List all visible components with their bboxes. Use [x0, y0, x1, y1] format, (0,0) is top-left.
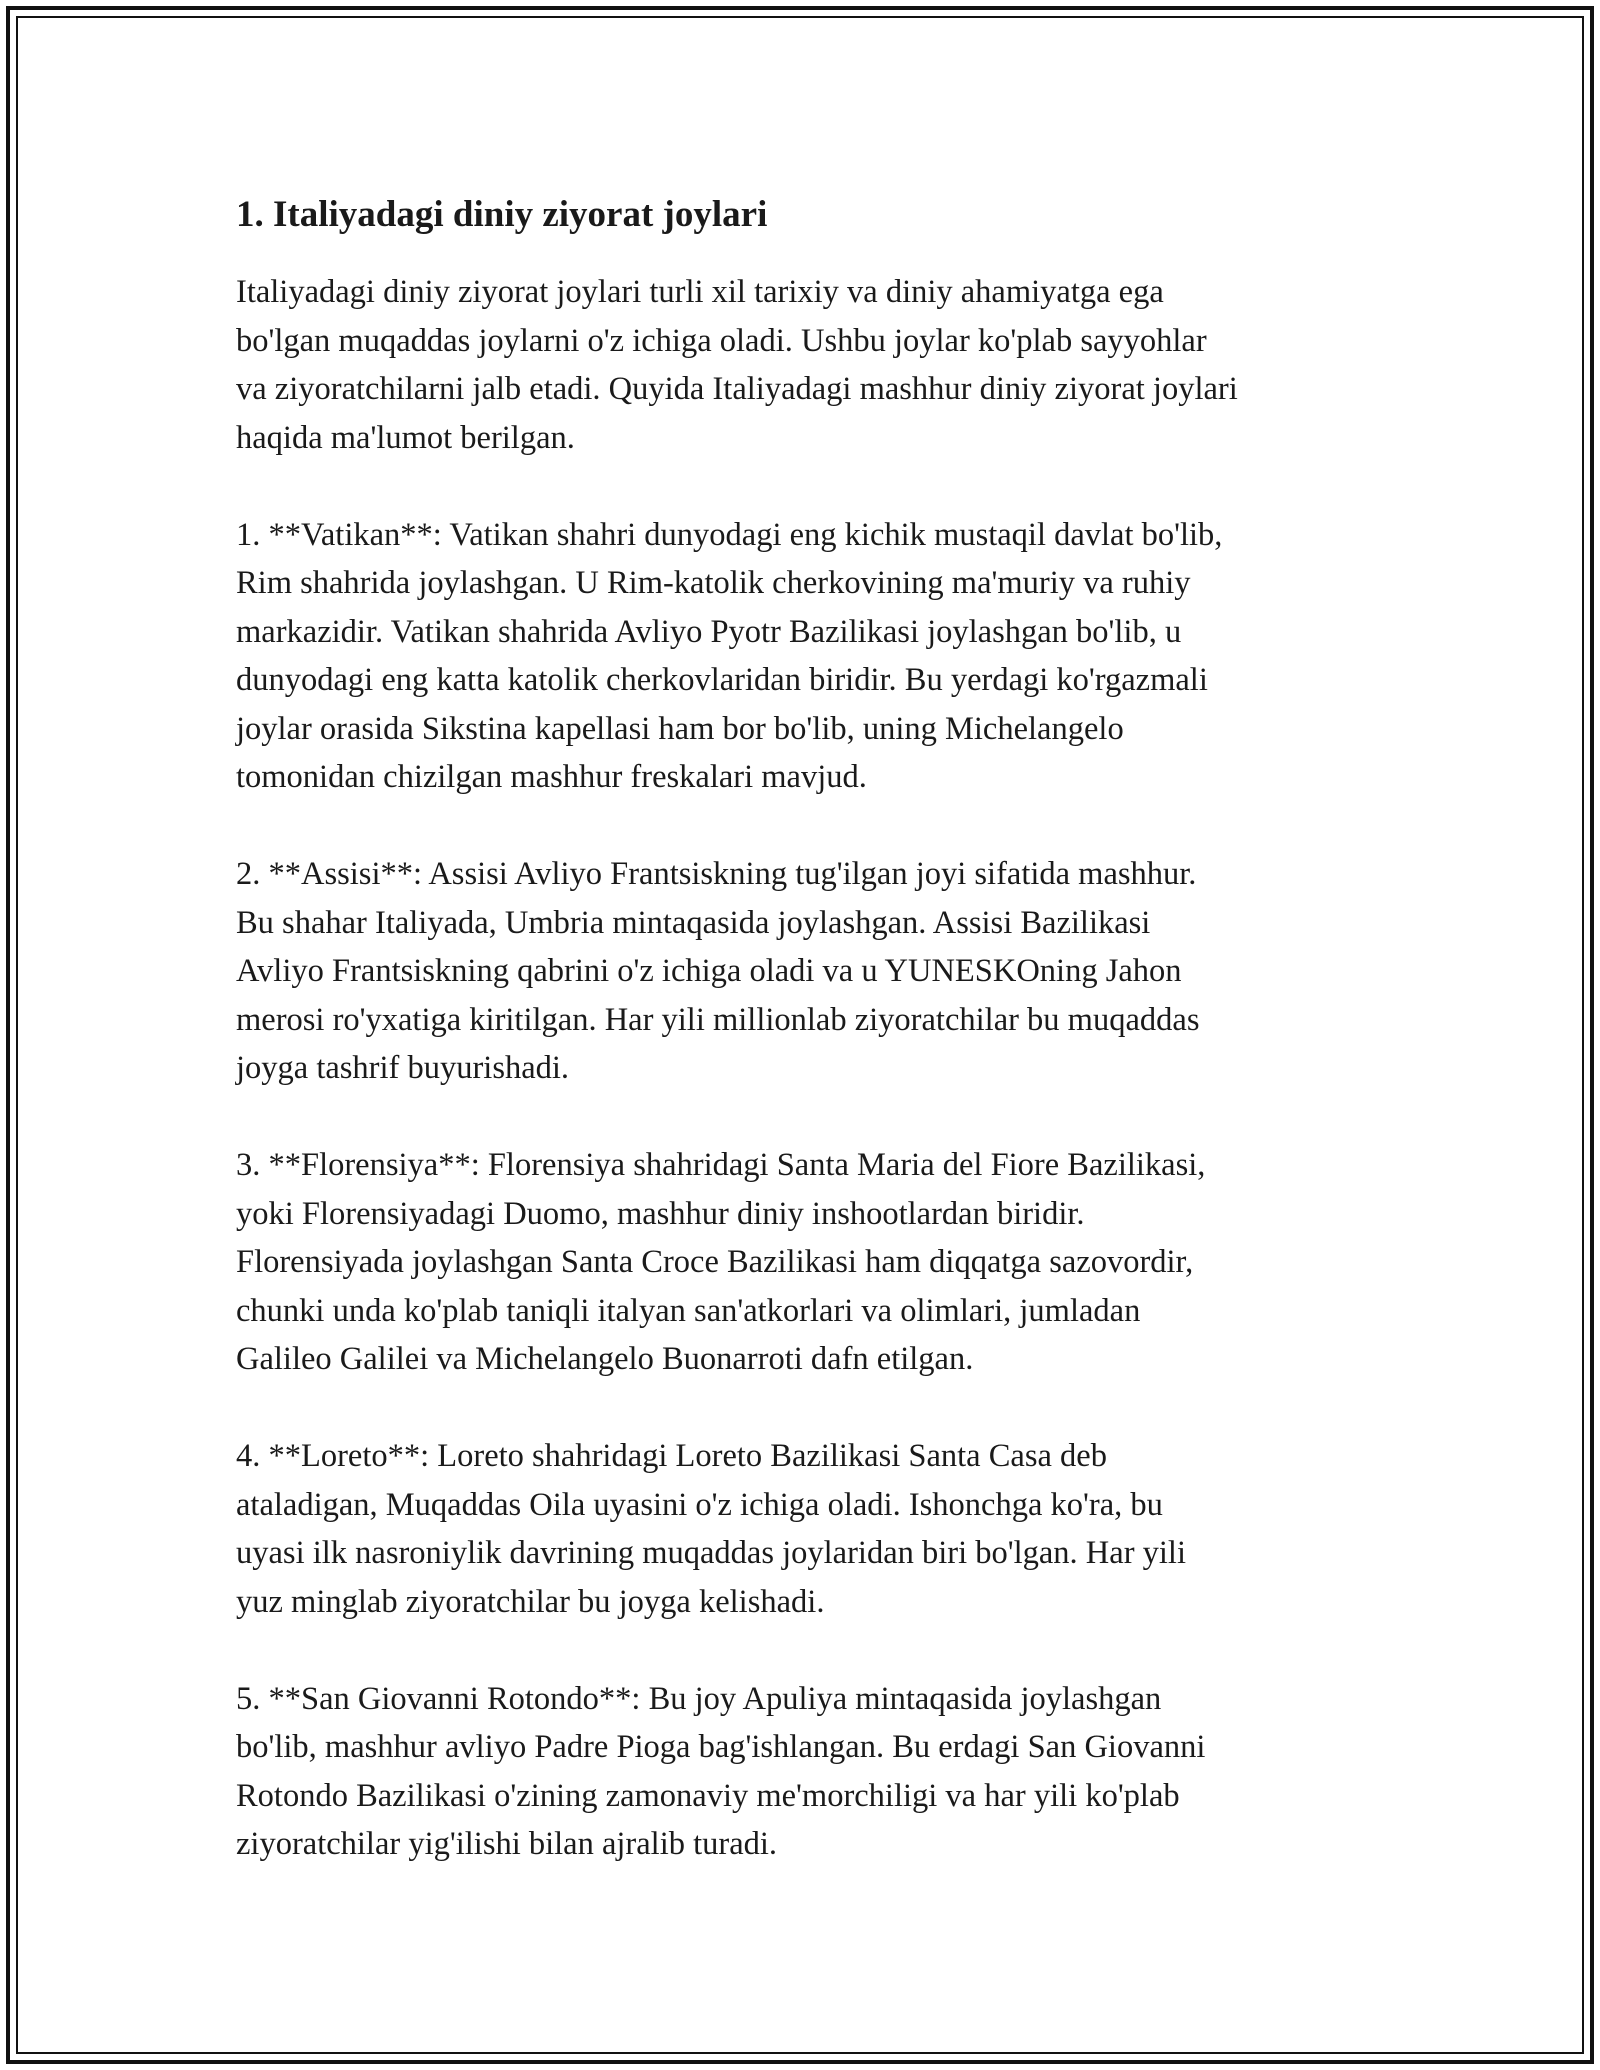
intro-paragraph	[236, 268, 1376, 462]
text-line: joyga tashrif buyurishadi.	[236, 1050, 570, 1086]
text-line: dunyodagi eng katta katolik cherkovlaridan biridir. Bu yerdagi ko'rgazmali	[236, 662, 1208, 698]
text-line: haqida ma'lumot berilgan.	[236, 419, 575, 456]
text-line: ataladigan, Muqaddas Oila uyasini o'z ichiga oladi. Ishonchga ko'ra, bu	[236, 1486, 1163, 1523]
text-line: uyasi ilk nasroniylik davrining muqaddas joylaridan biri bo'lgan. Har yili	[236, 1535, 1186, 1571]
text-line: tomonidan chizilgan mashhur freskalari mavjud.	[236, 759, 867, 795]
text-line: 1. **Vatikan**: Vatikan shahri dunyodagi eng kichik mustaqil davlat bo'lib,	[236, 516, 1223, 553]
text-line: bo'lgan muqaddas joylarni o'z ichiga oladi. Ushbu joylar ko'plab sayyohlar	[236, 322, 1207, 359]
text-line: yuz minglab ziyoratchilar bu joyga kelishadi.	[236, 1583, 825, 1620]
document-body	[236, 190, 1376, 1917]
text-line: Italiyadagi diniy ziyorat joylari turli xil tarixiy va diniy ahamiyatga ega	[236, 274, 1164, 310]
list-item-vatikan	[236, 511, 1376, 802]
list-item-florensiya	[236, 1141, 1376, 1384]
text-line: 5. **San Giovanni Rotondo**: Bu joy Apuliya mintaqasida joylashgan	[236, 1680, 1162, 1717]
list-item-san-giovanni-rotondo	[236, 1675, 1376, 1869]
text-line: ziyoratchilar yig'ilishi bilan ajralib turadi.	[236, 1826, 778, 1862]
list-item-loreto	[236, 1432, 1376, 1626]
text-line: yoki Florensiyadagi Duomo, mashhur diniy inshootlardan biridir.	[236, 1195, 1085, 1232]
text-line: Rotondo Bazilikasi o'zining zamonaviy me'morchiligi va har yili ko'plab	[236, 1777, 1180, 1814]
text-line: joylar orasida Sikstina kapellasi ham bor bo'lib, uning Michelangelo	[236, 710, 1124, 747]
text-line: 2. **Assisi**: Assisi Avliyo Frantsiskning tug'ilgan joyi sifatida mashhur.	[236, 856, 1197, 892]
text-line: bo'lib, mashhur avliyo Padre Pioga bag'ishlangan. Bu erdagi San Giovanni	[236, 1729, 1206, 1765]
text-line: Rim shahrida joylashgan. U Rim-katolik cherkovining ma'muriy va ruhiy	[236, 565, 1191, 601]
text-line: 4. **Loreto**: Loreto shahridagi Loreto Bazilikasi Santa Casa deb	[236, 1438, 1107, 1474]
text-line: markazidir. Vatikan shahrida Avliyo Pyotr Bazilikasi joylashgan bo'lib, u	[236, 613, 1182, 650]
text-line: merosi ro'yxatiga kiritilgan. Har yili millionlab ziyoratchilar bu muqaddas	[236, 1001, 1200, 1038]
list-item-assisi	[236, 850, 1376, 1093]
text-line: Florensiyada joylashgan Santa Croce Bazilikasi ham diqqatga sazovordir,	[236, 1244, 1194, 1280]
text-line: chunki unda ko'plab taniqli italyan san'atkorlari va olimlari, jumladan	[236, 1292, 1141, 1329]
text-line: Galileo Galilei va Michelangelo Buonarroti dafn etilgan.	[236, 1341, 974, 1377]
text-line: va ziyoratchilarni jalb etadi. Quyida Italiyadagi mashhur diniy ziyorat joylari	[236, 371, 1238, 407]
text-line: Bu shahar Italiyada, Umbria mintaqasida joylashgan. Assisi Bazilikasi	[236, 904, 1151, 941]
text-line: Avliyo Frantsiskning qabrini o'z ichiga oladi va u YUNESKOning Jahon	[236, 953, 1182, 989]
text-line: 3. **Florensiya**: Florensiya shahridagi Santa Maria del Fiore Bazilikasi,	[236, 1147, 1206, 1183]
document-title: 1. Italiyadagi diniy ziyorat joylari	[236, 194, 768, 235]
